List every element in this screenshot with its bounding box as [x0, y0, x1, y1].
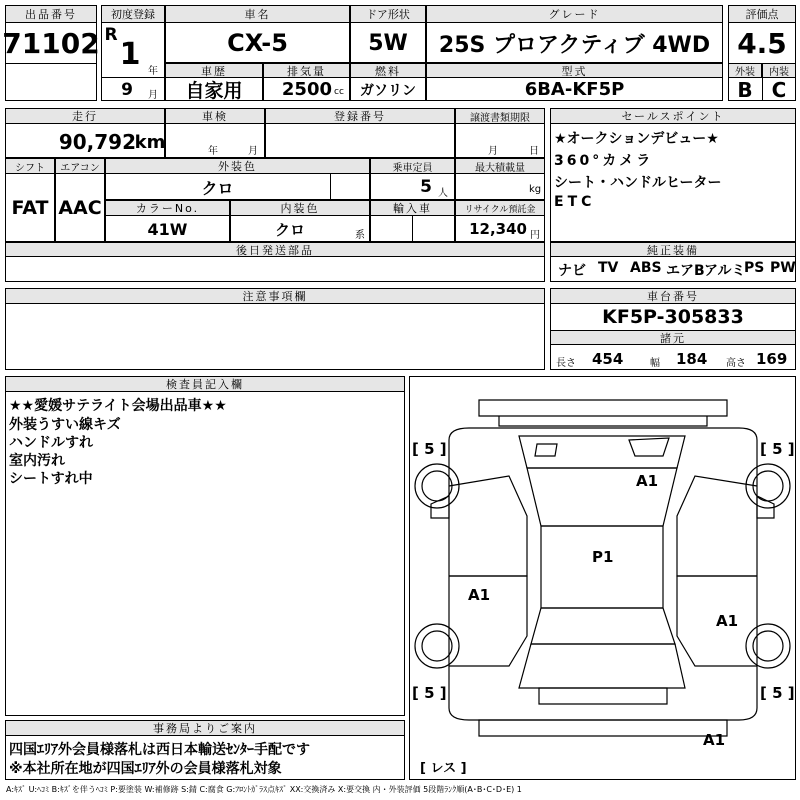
history-value: 自家用: [185, 80, 243, 102]
first-reg-year: 1: [119, 36, 141, 72]
color-no-value: 41W: [147, 219, 188, 239]
tire-front-left: [ 5 ]: [412, 440, 447, 458]
ext-score-value: B: [737, 77, 753, 102]
first-reg-era: R: [104, 25, 118, 45]
car-diagram: [409, 376, 796, 780]
first-reg-label: 初度登録: [101, 5, 165, 23]
divider: [762, 63, 763, 101]
lot-label: 出品番号: [5, 5, 97, 23]
mileage-label: 走行: [5, 108, 165, 124]
width-label: 幅: [650, 358, 660, 369]
lot-number: 71102: [2, 26, 100, 60]
recycle-value: 12,340: [469, 220, 527, 238]
ext-color-label: 外装色: [105, 158, 370, 174]
fuel-value: ガソリン: [360, 82, 416, 99]
legend: A:ｷｽﾞ U:ﾍｺﾐ B:ｷｽﾞを伴うﾍｺﾐ P:要塗装 W:補修跡 S:錆 C:腐食 G:ﾌﾛﾝﾄｶﾞﾗｽ点ｷｽﾞ XX:交換済み X:要交換 内・外装評価 5段階ﾗﾝｸ順(A･B･C･D･E) 1: [6, 785, 522, 794]
transfer-label: 譲渡書類期限: [455, 108, 545, 124]
ext-score-label: 外装: [728, 63, 762, 78]
equip-tv: TV: [598, 260, 619, 276]
recycle-label: リサイクル預託金: [455, 200, 545, 216]
int-color-value: クロ: [274, 220, 305, 239]
inspection-label: 車検: [165, 108, 265, 124]
later-parts-label: 後日発送部品: [5, 242, 545, 257]
transfer-day-unit: 日: [529, 146, 539, 157]
inspector-line: 室内汚れ: [9, 453, 65, 469]
int-score-label: 内装: [762, 63, 796, 78]
inspector-line: ハンドルすれ: [9, 435, 93, 451]
chassis-value: KF5P-305833: [602, 306, 744, 328]
max-load-label: 最大積載量: [455, 158, 545, 174]
length-value: 454: [592, 350, 624, 368]
divider: [101, 77, 165, 78]
equip-navi: ナビ: [558, 263, 586, 279]
reg-no-label: 登録番号: [265, 108, 455, 124]
capacity-value: 5: [420, 177, 432, 197]
grade-label: グレード: [426, 5, 723, 23]
spare-tire: [ レス ]: [420, 761, 467, 776]
int-color-label: 内装色: [230, 200, 370, 216]
equipment-label: 純正装備: [550, 242, 796, 257]
tire-rear-left: [ 5 ]: [412, 684, 447, 702]
dims-label: 諸元: [550, 330, 796, 345]
office-label: 事務局よりご案内: [5, 720, 405, 736]
damage-mark: P1: [592, 548, 614, 566]
sales-point-item: 360°カメラ: [554, 153, 654, 169]
shift-value: FAT: [11, 197, 49, 219]
score-value: 4.5: [737, 26, 787, 60]
mileage-value: 90,792: [58, 130, 136, 154]
capacity-label: 乗車定員: [370, 158, 455, 174]
inspection-year-unit: 年: [208, 146, 218, 157]
recycle-unit: 円: [530, 230, 540, 241]
damage-mark: A1: [468, 586, 491, 604]
fuel-label: 燃料: [350, 63, 426, 78]
divider: [5, 63, 97, 64]
sales-point-item: シート・ハンドルヒーター: [554, 175, 722, 191]
equip-ps: PS: [744, 260, 765, 276]
sales-point-item: ETC: [554, 194, 596, 210]
sales-point-item: ★オークションデビュー★: [554, 131, 719, 147]
inspection-month-unit: 月: [248, 146, 258, 157]
max-load-unit: kg: [529, 184, 542, 195]
year-unit: 年: [148, 66, 158, 77]
inspector-line: ★★愛媛サテライト会場出品車★★: [9, 398, 227, 414]
equip-abs: ABS: [630, 260, 662, 276]
length-label: 長さ: [556, 358, 576, 369]
height-value: 169: [756, 350, 788, 368]
import-label: 輸入車: [370, 200, 455, 216]
mileage-unit: km: [134, 131, 166, 153]
door-value: 5W: [368, 30, 408, 56]
door-label: ドア形状: [350, 5, 426, 23]
inspector-line: 外装うすい線キズ: [9, 417, 121, 433]
color-no-label: カラーNo.: [105, 200, 230, 216]
int-color-unit: 系: [355, 230, 365, 241]
model-label: 型式: [426, 63, 723, 78]
int-score-value: C: [771, 77, 787, 102]
score-label: 評価点: [728, 5, 796, 23]
car-name-label: 車名: [165, 5, 350, 23]
width-value: 184: [676, 350, 708, 368]
damage-mark: A1: [716, 612, 739, 630]
displacement-label: 排気量: [263, 63, 350, 78]
inspector-line: シートすれ中: [9, 471, 93, 487]
equip-airbag: エアB: [666, 263, 705, 279]
car-name: CX-5: [227, 29, 288, 57]
inspector-label: 検査員記入欄: [5, 376, 405, 392]
aircon-value: AAC: [58, 197, 102, 219]
damage-mark: A1: [636, 472, 659, 490]
transfer-month-unit: 月: [488, 146, 498, 157]
displacement-value: 2500: [281, 79, 332, 100]
history-label: 車歴: [165, 63, 263, 78]
divider: [412, 216, 413, 242]
tire-front-right: [ 5 ]: [760, 440, 795, 458]
model-value: 6BA-KF5P: [524, 79, 625, 100]
office-line: ※本社所在地が四国ｴﾘｱ外の会員様落札対象: [9, 761, 282, 777]
displacement-unit: cc: [334, 87, 344, 97]
grade-value: 25S プロアクティブ 4WD: [438, 32, 711, 58]
shift-label: シフト: [5, 158, 55, 174]
first-reg-month: 9: [121, 80, 133, 100]
month-unit: 月: [148, 90, 158, 101]
capacity-unit: 人: [438, 188, 448, 199]
tire-rear-right: [ 5 ]: [760, 684, 795, 702]
height-label: 高さ: [726, 358, 746, 369]
divider: [330, 174, 331, 200]
equip-alloy: アルミ: [704, 263, 746, 279]
sales-points-label: セールスポイント: [550, 108, 796, 124]
damage-mark: A1: [703, 731, 726, 749]
ext-color-value: クロ: [201, 178, 234, 198]
chassis-label: 車台番号: [550, 288, 796, 304]
notes-label: 注意事項欄: [5, 288, 545, 304]
office-line: 四国ｴﾘｱ外会員様落札は西日本輸送ｾﾝﾀｰ手配です: [9, 742, 310, 758]
equip-pw: PW: [770, 260, 796, 276]
aircon-label: エアコン: [55, 158, 105, 174]
